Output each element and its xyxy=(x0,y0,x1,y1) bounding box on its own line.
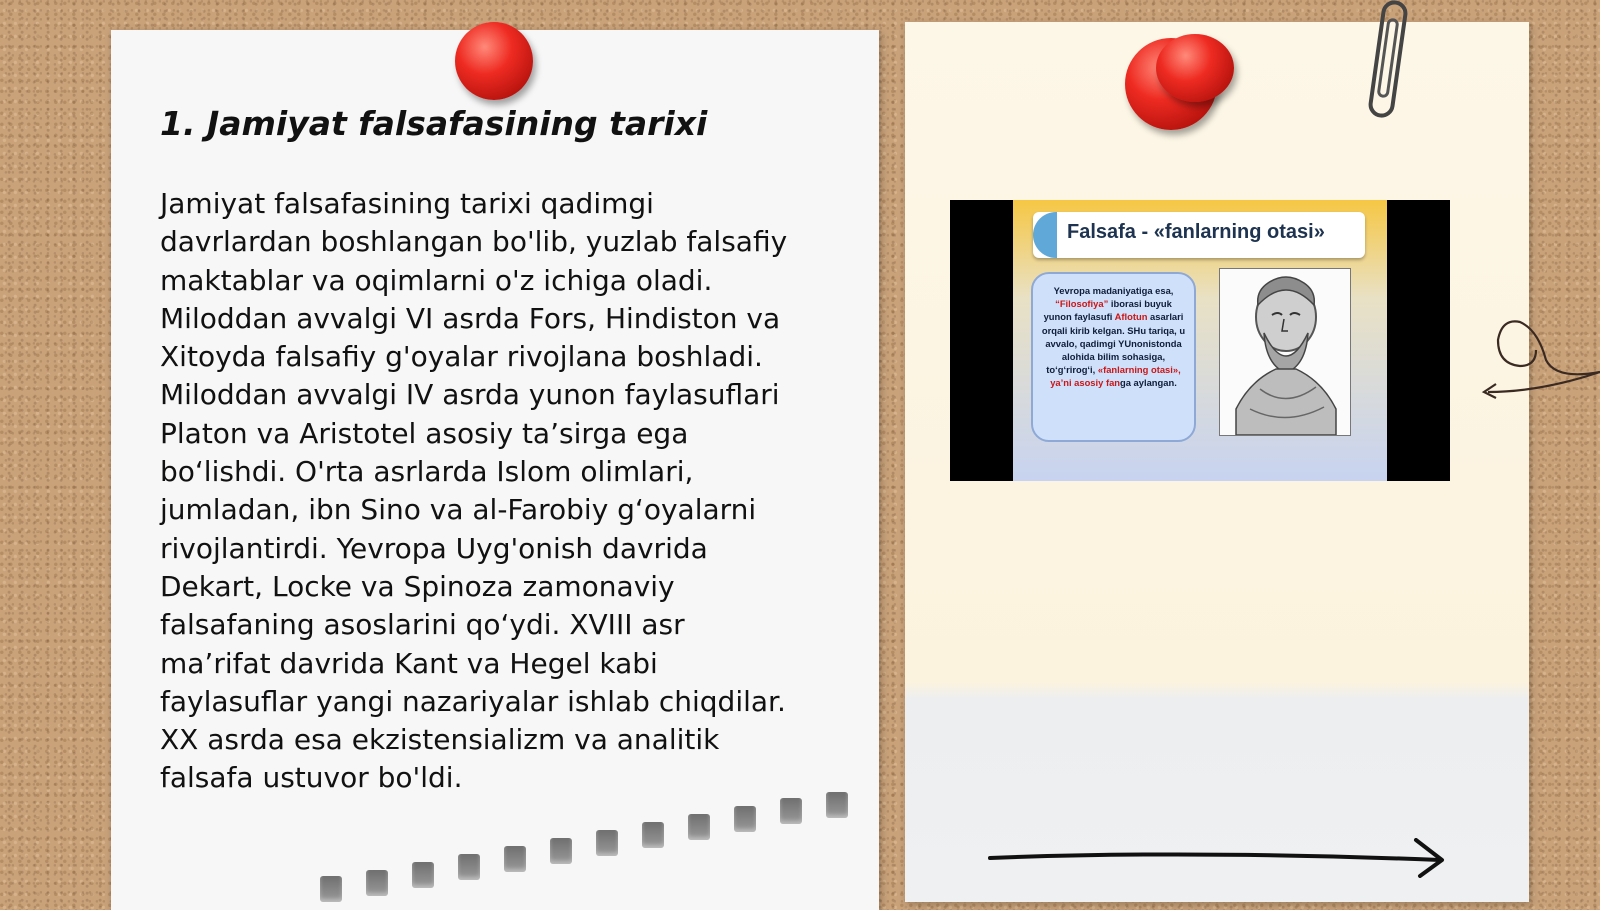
notebook-tab xyxy=(734,806,756,832)
bust-portrait-icon xyxy=(1220,269,1350,435)
bust-portrait-image xyxy=(1219,268,1351,436)
paragraph-line: falsafaning asoslarini qo‘ydi. XVIII asr xyxy=(160,608,685,642)
paragraph-line: Miloddan avvalgi IV asrda yunon faylasuflari xyxy=(160,378,780,412)
notebook-tab xyxy=(688,814,710,840)
paragraph-line: ma’rifat davrida Kant va Hegel kabi xyxy=(160,646,658,680)
notebook-tab xyxy=(320,876,342,902)
push-pin-icon xyxy=(455,22,533,100)
paragraph-line: Jamiyat falsafasining tarixi qadimgi xyxy=(160,187,654,220)
paragraph-line: bo‘lishdi. O'rta asrlarda Islom olimlari, xyxy=(160,455,694,489)
paragraph-line: maktablar va oqimlarni o'z ichiga oladi. xyxy=(160,263,713,297)
notebook-tab xyxy=(826,792,848,818)
paragraph-line: Miloddan avvalgi VI asrda Fors, Hindiston va xyxy=(160,301,781,335)
push-pin-icon xyxy=(1156,34,1234,102)
paragraph-line: faylasuflar yangi nazariyalar ishlab chiqdilar. xyxy=(160,684,786,718)
long-arrow-right-icon xyxy=(988,838,1448,878)
history-paragraph xyxy=(160,185,840,798)
bubble-highlight: “Filosofiya” xyxy=(1055,298,1109,310)
paragraph-line: rivojlantirdi. Yevropa Uyg'onish davrida xyxy=(160,531,708,565)
paragraph-line: davrlardan boshlangan bo'lib, yuzlab falsafiy xyxy=(160,225,788,259)
bubble-text: iborasi buyuk yunon faylasufi xyxy=(1043,298,1172,323)
paragraph-line: Dekart, Locke va Spinoza zamonaviy xyxy=(160,569,675,603)
loop-arrow-doodle-icon xyxy=(1480,310,1600,410)
slide-title-box xyxy=(1033,212,1365,258)
notebook-tab xyxy=(550,838,572,864)
bubble-text: Yevropa madaniyatiga esa, xyxy=(1053,285,1174,296)
paragraph-line: Xitoyda falsafiy g'oyalar rivojlana boshladi. xyxy=(160,340,763,374)
slide-image xyxy=(950,200,1450,481)
bubble-highlight: «fanlarning otasi», ya’ni asosiy fan xyxy=(1050,364,1181,389)
slide-content xyxy=(1013,200,1387,481)
slide-title: Falsafa - «fanlarning otasi» xyxy=(1067,221,1325,243)
bubble-text: ga aylangan. xyxy=(1120,377,1177,389)
slide-title-accent xyxy=(1033,212,1057,258)
paragraph-line: XX asrda esa ekzistensializm va analitik xyxy=(160,723,720,757)
bubble-text: asarlari orqali kirib kelgan. SHu tariqa, u avvalo, qadimgi YUnonistonda alohida bilim sohasiga, to‘g‘rirog‘i, xyxy=(1041,311,1186,376)
paragraph-line: jumladan, ibn Sino va al-Farobiy g‘oyalarni xyxy=(160,493,757,527)
paragraph-line: falsafa ustuvor bo'ldi. xyxy=(160,761,463,795)
bubble-highlight: Aflotun xyxy=(1114,311,1148,323)
page-title: 1. Jamiyat falsafasining tarixi xyxy=(160,104,708,143)
notebook-tab xyxy=(412,862,434,888)
notebook-tab xyxy=(504,846,526,872)
notebook-tab xyxy=(642,822,664,848)
notebook-tab xyxy=(596,830,618,856)
torn-notebook-tabs xyxy=(320,790,880,900)
slide-text-bubble xyxy=(1031,272,1196,442)
notebook-tab xyxy=(366,870,388,896)
notebook-tab xyxy=(458,854,480,880)
paragraph-line: Platon va Aristotel asosiy ta’sirga ega xyxy=(160,416,689,450)
notebook-tab xyxy=(780,798,802,824)
